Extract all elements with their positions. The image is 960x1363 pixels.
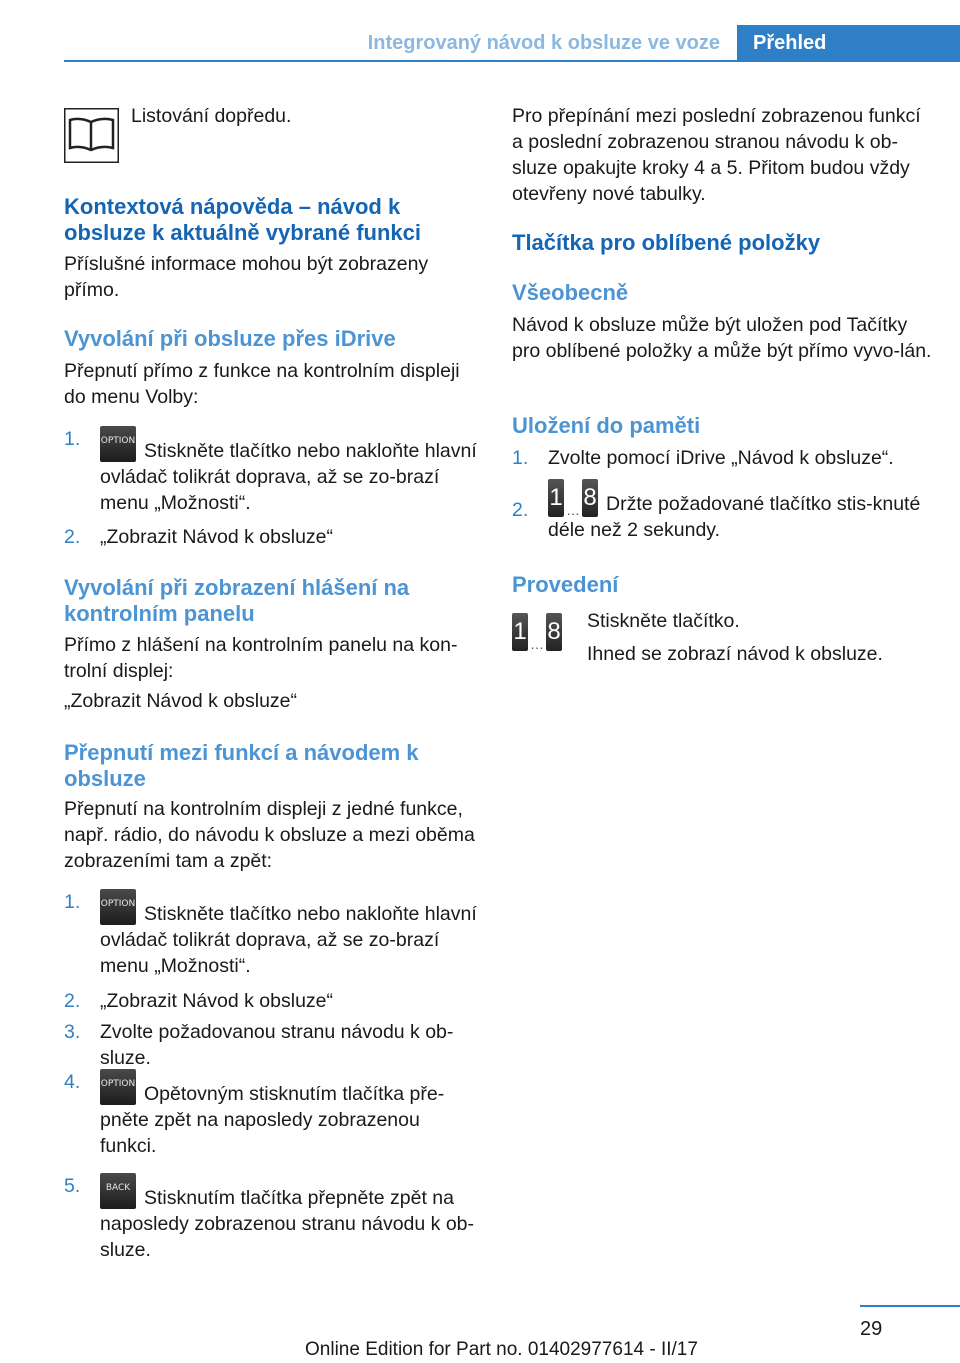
option-button-icon: OPTION [100, 426, 136, 462]
ellipsis: … [530, 636, 544, 652]
list-item [512, 479, 932, 543]
book-caption: Listování dopředu. [131, 105, 292, 127]
list-text: „Zobrazit Návod k obsluze“ [100, 526, 334, 548]
favorite-key-1-icon: 1 [512, 613, 528, 651]
header-tab[interactable]: Přehled [737, 25, 960, 62]
back-button-icon: BACK [100, 1173, 136, 1209]
edition-info: Online Edition for Part no. 01402977614 - II/17 [305, 1339, 698, 1360]
heading-context-help: Kontextová nápověda – návod k obsluze k aktuálně vybrané funkci [64, 194, 422, 245]
list-text: „Zobrazit Návod k obsluze“ [100, 990, 334, 1012]
favorite-key-8-icon: 8 [582, 479, 598, 517]
heading-save: Uložení do paměti [512, 413, 701, 438]
paragraph-show-manual: „Zobrazit Návod k obsluze“ [64, 690, 298, 712]
execution-step-1: Stiskněte tlačítko. [587, 610, 740, 632]
list-item [64, 524, 478, 550]
heading-idrive: Vyvolání při obsluze přes iDrive [64, 326, 396, 351]
footer-rule [860, 1305, 960, 1307]
favorite-key-1-icon: 1 [548, 479, 564, 517]
header-section-title: Integrovaný návod k obsluze ve voze [367, 32, 720, 54]
heading-general: Všeobecně [512, 280, 629, 305]
list-text: Stisknutím tlačítka přepněte zpět na naposledy zobrazenou stranu návodu k ob‐sluze. [100, 1187, 475, 1261]
header-rule [64, 60, 960, 62]
heading-control-panel: Vyvolání při zobrazení hlášení na kontrolním panelu [64, 575, 410, 626]
list-number: 2. [64, 990, 81, 1012]
list-number: 4. [64, 1071, 81, 1093]
paragraph-control-panel: Přímo z hlášení na kontrolním panelu na kon‐trolní displej: [64, 634, 458, 682]
list-number: 2. [64, 526, 81, 548]
list-item [512, 445, 932, 471]
list-text: Stiskněte tlačítko nebo nakloňte hlavní ovládač tolikrát doprava, až se zo‐brazí menu „Možnosti“. [100, 903, 477, 977]
heading-favorites: Tlačítka pro oblíbené položky [512, 230, 821, 255]
list-item [64, 988, 478, 1014]
list-number: 5. [64, 1175, 81, 1197]
paragraph-toggle: Pro přepínání mezi poslední zobrazenou funkcí a poslední zobrazenou stranou návodu k ob‐sluze opakujte kroky 4 a 5. Přitom budou vždy otevřeny nové tabulky. [512, 105, 921, 205]
favorite-key-8-icon: 8 [546, 613, 562, 651]
list-text: Stiskněte tlačítko nebo nakloňte hlavní ovládač tolikrát doprava, až se zo‐brazí menu „Možnosti“. [100, 440, 477, 514]
list-number: 1. [512, 447, 529, 469]
heading-execution: Provedení [512, 572, 619, 597]
list-number: 1. [64, 428, 81, 450]
list-number: 3. [64, 1021, 81, 1043]
paragraph-general: Návod k obsluze může být uložen pod Tačítky pro oblíbené položky a může být přímo vyvo‐lán. [512, 314, 932, 362]
list-text: Zvolte pomocí iDrive „Návod k obsluze“. [548, 447, 894, 469]
list-item [64, 1173, 478, 1263]
ellipsis: … [566, 502, 580, 518]
book-icon [64, 108, 119, 163]
list-text: Držte požadované tlačítko stis‐knuté déle než 2 sekundy. [548, 493, 921, 541]
paragraph-switch: Přepnutí přímo z funkce na kontrolním displeji do menu Volby: [64, 360, 460, 408]
list-item [64, 1019, 478, 1071]
list-text: Zvolte požadovanou stranu návodu k ob‐sluze. [100, 1021, 454, 1069]
option-button-icon: OPTION [100, 1069, 136, 1105]
list-number: 1. [64, 891, 81, 913]
list-text: Opětovným stisknutím tlačítka pře‐pněte zpět na naposledy zobrazenou funkci. [100, 1083, 445, 1157]
option-button-icon: OPTION [100, 889, 136, 925]
list-item [64, 889, 478, 979]
heading-switch-function: Přepnutí mezi funkcí a návodem k obsluze [64, 740, 419, 791]
list-number: 2. [512, 499, 529, 521]
paragraph-switch-function: Přepnutí na kontrolním displeji z jedné funkce, např. rádio, do návodu k obsluze a mezi oběma zobrazeními tam a zpět: [64, 798, 475, 872]
execution-step-2: Ihned se zobrazí návod k obsluze. [587, 643, 883, 665]
paragraph-info: Příslušné informace mohou být zobrazeny přímo. [64, 253, 429, 301]
list-item [64, 1069, 478, 1159]
page-number: 29 [860, 1318, 883, 1340]
list-item [64, 426, 478, 516]
